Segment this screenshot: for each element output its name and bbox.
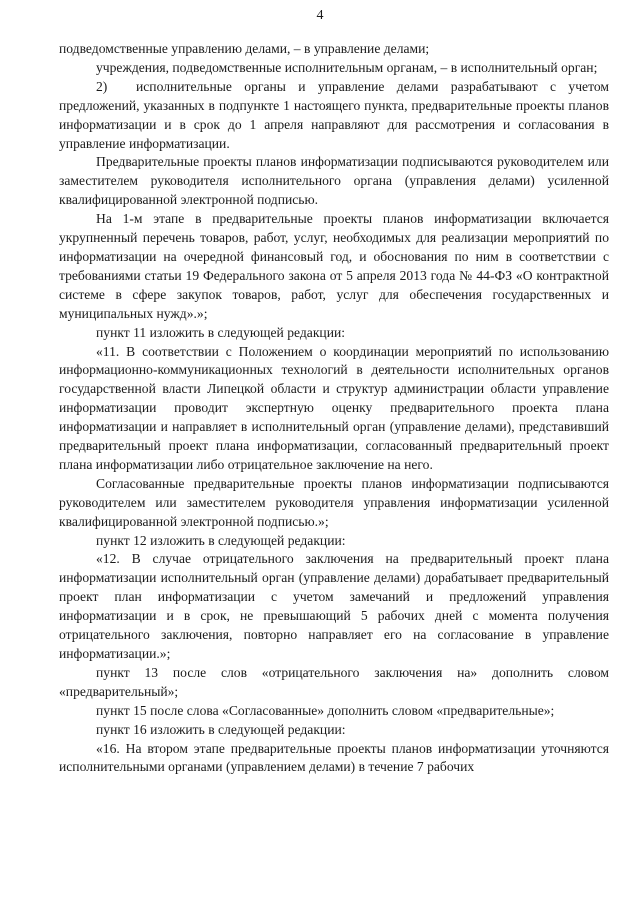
paragraph-point-11-text: «11. В соответствии с Положением о координации мероприятий по использованию информационно-коммуникационных технологий в деятельности исполнительных органов государственной власти Липецкой области и структур администрации области управление информатизации проводит экспертную оценку предварительного проекта плана информатизации и направляет в исполнительный орган (управление делами), представивший предварительный проект плана информатизации, согласованный предварительный проект плана информатизации либо отрицательное заключение на него.	[59, 343, 609, 472]
paragraph-agreed-projects: Согласованные предварительные проекты планов информатизации подписываются руководителем или заместителем руководителя управления информатизации усиленной квалифицированной электронной подписью.»;	[59, 475, 609, 529]
paragraph-point-13: пункт 13 после слов «отрицательного заключения на» дополнить словом «предварительный»;	[59, 664, 609, 699]
paragraph-signing: Предварительные проекты планов информатизации подписываются руководителем или заместителем руководителя исполнительного органа (управления делами) усиленной квалифицированной электронной подписью.	[59, 154, 609, 208]
paragraph-point-16-text: «16. На втором этапе предварительные проекты планов информатизации уточняются исполнительными органами (управлением делами) в течение 7 рабочих	[59, 740, 609, 775]
paragraph-stage-1: На 1-м этапе в предварительные проекты планов информатизации включается укрупненный перечень товаров, работ, услуг, необходимых для реализации мероприятий по информатизации на очередной финансовый год, и обоснования по ним в соответствии с требованиями статьи 19 Федерального закона от 5 апреля 2013 года № 44-ФЗ «О контрактной системе в сфере закупок товаров, работ, услуг для обеспечения государственных и муниципальных нужд».»;	[59, 211, 609, 321]
paragraph-point-15: пункт 15 после слова «Согласованные» дополнить словом «предварительные»;	[96, 702, 555, 718]
page-number: 4	[316, 8, 324, 23]
paragraph-point-11-intro: пункт 11 изложить в следующей редакции:	[96, 324, 346, 340]
paragraph-institutions: учреждения, подведомственные исполнительным органам, – в исполнительный орган;	[96, 59, 598, 75]
paragraph-point-16-intro: пункт 16 изложить в следующей редакции:	[96, 721, 346, 737]
paragraph-point-12-intro: пункт 12 изложить в следующей редакции:	[96, 532, 346, 548]
paragraph-item-2	[59, 78, 609, 154]
paragraph-subordinate-management: подведомственные управлению делами, – в управление делами;	[59, 41, 430, 56]
item-2-text: исполнительные органы и управление делами разрабатывают с учетом предложений, указанных в подпункте 1 настоящего пункта, предварительные проекты планов информатизации и в срок до 1 апреля направляют для рассмотрения и согласования в управление информатизации.	[59, 78, 609, 151]
paragraph-point-12-text: «12. В случае отрицательного заключения на предварительный проект плана информатизации исполнительный орган (управление делами) дорабатывает предварительный проект план информатизации с учетом замечаний и предложений управления информатизации и в срок, не превышающий 5 рабочих дней с момента получения отрицательного заключения, повторно направляет его на согласование в управление информатизации.»;	[59, 551, 609, 661]
document-body	[59, 40, 609, 777]
item-number: 2)	[96, 78, 108, 94]
